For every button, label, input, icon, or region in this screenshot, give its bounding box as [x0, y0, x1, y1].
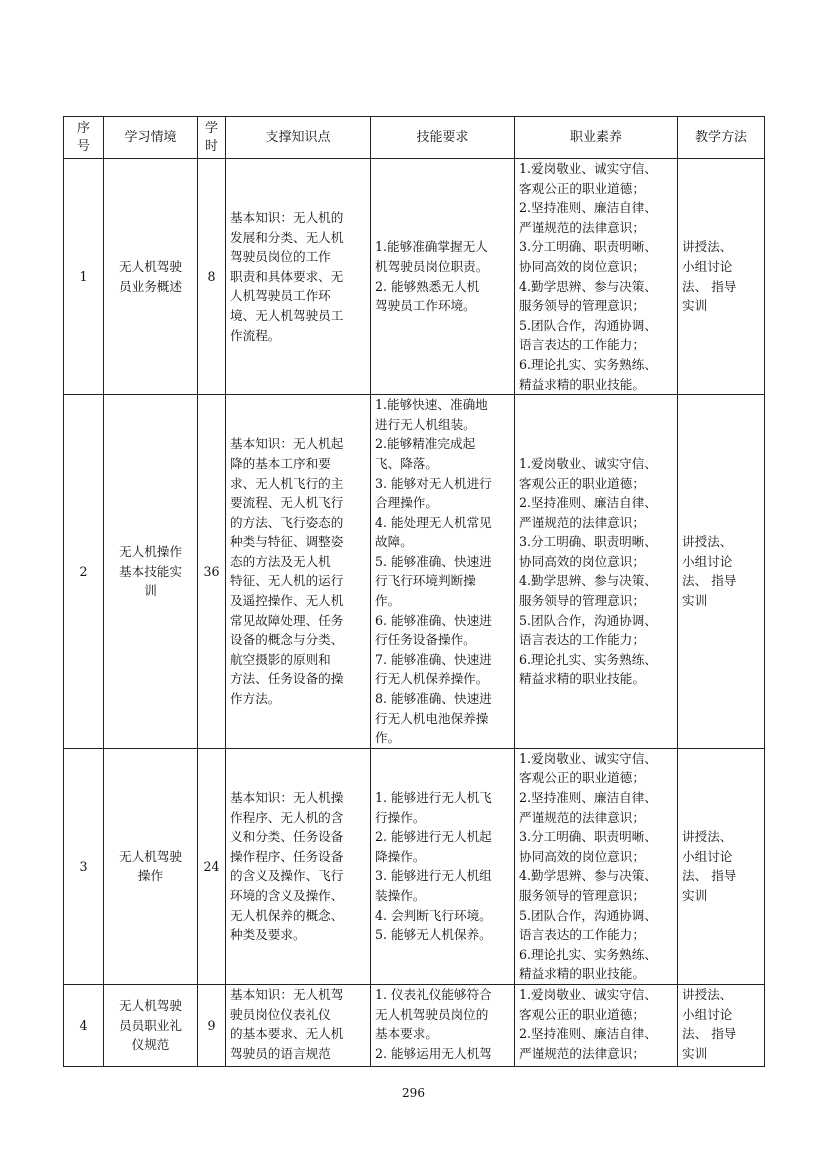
- knowledge-points-line: 基本知识：无人机的: [230, 209, 344, 225]
- professional-quality-line: 5.团队合作，沟通协调、: [519, 907, 657, 923]
- knowledge-points-line: 设备的概念与分类、: [230, 632, 344, 648]
- professional-quality-cell: [515, 159, 678, 395]
- knowledge-points-line: 境、无人机驾驶员工: [230, 307, 344, 323]
- knowledge-points-line: 作方法。: [230, 691, 281, 707]
- learning-situation-cell: [104, 159, 198, 395]
- professional-quality-line: 5.团队合作，沟通协调、: [519, 317, 657, 333]
- learning-situation-cell: [104, 984, 198, 1066]
- professional-quality-line: 1.爱岗敬业、诚实守信、: [519, 455, 657, 471]
- professional-quality-line: 4.勤学思辨、参与决策、: [519, 868, 657, 884]
- skill-requirements-line: 作。: [375, 593, 401, 609]
- skill-requirements-line: 进行无人机组装。: [375, 416, 476, 432]
- teaching-method-line: 小组讨论: [682, 258, 733, 274]
- row-number-cell: 4: [64, 984, 104, 1066]
- learning-situation-cell: [104, 748, 198, 984]
- knowledge-points-line: 义和分类、任务设备: [230, 829, 344, 845]
- skill-requirements-line: 行操作。: [375, 809, 426, 825]
- professional-quality-line: 协同高效的岗位意识；: [519, 848, 645, 864]
- teaching-method-line: 法、 指导: [682, 278, 737, 294]
- skill-requirements-line: 2. 能够运用无人机驾: [375, 1045, 492, 1061]
- header-quality: 职业素养: [515, 117, 678, 159]
- knowledge-points-line: 的方法、飞行姿态的: [230, 514, 344, 530]
- learning-situation-line: 员员职业礼: [119, 1017, 182, 1033]
- skill-requirements-cell: [371, 748, 515, 984]
- skill-requirements-line: 行无人机电池保养操: [375, 710, 489, 726]
- skill-requirements-line: 基本要求。: [375, 1026, 438, 1042]
- skill-requirements-line: 1. 能够进行无人机飞: [375, 790, 492, 805]
- skill-requirements-line: 2. 能够熟悉无人机: [375, 278, 480, 294]
- skill-requirements-line: 7. 能够准确、快速进: [375, 651, 492, 667]
- skill-requirements-line: 8. 能够准确、快速进: [375, 691, 492, 707]
- skill-requirements-line: 3. 能够对无人机进行: [375, 475, 492, 491]
- professional-quality-cell: [515, 395, 678, 749]
- professional-quality-line: 客观公正的职业道德；: [519, 1006, 645, 1022]
- teaching-method-line: 法、 指导: [682, 1026, 737, 1042]
- class-hours-cell: 36: [198, 395, 226, 749]
- knowledge-points-line: 态的方法及无人机: [230, 553, 331, 569]
- professional-quality-line: 客观公正的职业道德；: [519, 180, 645, 196]
- row-number-cell: 1: [64, 159, 104, 395]
- table-row: [64, 395, 765, 749]
- professional-quality-line: 客观公正的职业道德；: [519, 475, 645, 491]
- skill-requirements-line: 行飞行环境判断操: [375, 573, 476, 589]
- skill-requirements-line: 作。: [375, 730, 401, 746]
- teaching-method-line: 小组讨论: [682, 848, 733, 864]
- professional-quality-line: 5.团队合作，沟通协调、: [519, 612, 657, 628]
- knowledge-points-line: 驾驶员的语言规范: [230, 1045, 331, 1061]
- knowledge-points-line: 作流程。: [230, 327, 281, 343]
- learning-situation-line: 基本技能实: [119, 563, 182, 579]
- teaching-method-line: 实训: [682, 887, 708, 903]
- professional-quality-line: 4.勤学思辨、参与决策、: [519, 278, 657, 294]
- professional-quality-line: 服务领导的管理意识；: [519, 887, 645, 903]
- professional-quality-line: 语言表达的工作能力；: [519, 337, 645, 353]
- class-hours-cell: 9: [198, 984, 226, 1066]
- skill-requirements-line: 降操作。: [375, 848, 426, 864]
- learning-situation-line: 操作: [137, 868, 164, 884]
- header-knowledge: 支撑知识点: [226, 117, 371, 159]
- knowledge-points-cell: [226, 395, 371, 749]
- skill-requirements-line: 合理操作。: [375, 495, 438, 511]
- learning-situation-line: 无人机驾驶: [119, 258, 182, 274]
- teaching-method-line: 讲授法、: [682, 986, 733, 1002]
- professional-quality-line: 协同高效的岗位意识；: [519, 553, 645, 569]
- professional-quality-line: 协同高效的岗位意识；: [519, 258, 645, 274]
- professional-quality-cell: [515, 984, 678, 1066]
- professional-quality-line: 2.坚持准则、廉洁自律、: [519, 495, 657, 511]
- knowledge-points-cell: [226, 159, 371, 395]
- teaching-method-cell: [678, 159, 765, 395]
- professional-quality-line: 3.分工明确、职责明晰、: [519, 829, 657, 845]
- professional-quality-line: 6.理论扎实、实务熟练、: [519, 651, 657, 667]
- table-row: [64, 748, 765, 984]
- skill-requirements-line: 飞、降落。: [375, 455, 438, 471]
- knowledge-points-line: 及遥控操作、无人机: [230, 593, 344, 609]
- professional-quality-cell: [515, 748, 678, 984]
- skill-requirements-line: 2. 能够进行无人机起: [375, 829, 492, 845]
- knowledge-points-line: 驶员岗位仪表礼仪: [230, 1006, 331, 1022]
- learning-situation-line: 无人机驾驶: [119, 848, 182, 864]
- skill-requirements-line: 2.能够精准完成起: [375, 436, 476, 452]
- knowledge-points-line: 人机驾驶员工作环: [230, 288, 331, 304]
- teaching-method-line: 法、 指导: [682, 868, 737, 884]
- teaching-method-line: 小组讨论: [682, 553, 733, 569]
- header-method: 教学方法: [678, 117, 765, 159]
- skill-requirements-line: 1.能够快速、准确地: [375, 397, 488, 413]
- professional-quality-line: 6.理论扎实、实务熟练、: [519, 356, 657, 372]
- professional-quality-line: 1.爱岗敬业、诚实守信、: [519, 161, 657, 176]
- knowledge-points-line: 操作程序、任务设备: [230, 848, 344, 864]
- skill-requirements-cell: [371, 159, 515, 395]
- header-row: [64, 117, 765, 159]
- teaching-method-line: 法、 指导: [682, 573, 737, 589]
- knowledge-points-line: 降的基本工序和要: [230, 455, 331, 471]
- knowledge-points-line: 航空摄影的原则和: [230, 651, 331, 667]
- knowledge-points-line: 要流程、无人机飞行: [230, 495, 344, 511]
- header-no: 序 号: [64, 117, 104, 159]
- knowledge-points-line: 无人机保养的概念、: [230, 907, 344, 923]
- professional-quality-line: 严谨规范的法律意识；: [519, 809, 645, 825]
- teaching-method-line: 讲授法、: [682, 534, 733, 550]
- row-number-cell: 2: [64, 395, 104, 749]
- learning-situation-line: 无人机操作: [119, 544, 182, 560]
- knowledge-points-line: 发展和分类、无人机: [230, 229, 344, 245]
- knowledge-points-line: 的基本要求、无人机: [230, 1026, 344, 1042]
- professional-quality-line: 客观公正的职业道德；: [519, 770, 645, 786]
- skill-requirements-line: 装操作。: [375, 887, 426, 903]
- knowledge-points-line: 作程序、无人机的含: [230, 809, 344, 825]
- professional-quality-line: 2.坚持准则、廉洁自律、: [519, 200, 657, 216]
- skill-requirements-cell: [371, 984, 515, 1066]
- knowledge-points-line: 种类及要求。: [230, 927, 306, 943]
- knowledge-points-cell: [226, 984, 371, 1066]
- class-hours-cell: 8: [198, 159, 226, 395]
- knowledge-points-line: 驾驶员岗位的工作: [230, 249, 331, 265]
- knowledge-points-line: 的含义及操作、飞行: [230, 868, 344, 884]
- professional-quality-line: 服务领导的管理意识；: [519, 593, 645, 609]
- skill-requirements-cell: [371, 395, 515, 749]
- teaching-method-line: 实训: [682, 593, 708, 609]
- professional-quality-line: 严谨规范的法律意识；: [519, 1045, 645, 1061]
- table-row: [64, 984, 765, 1066]
- professional-quality-line: 精益求精的职业技能。: [519, 966, 645, 982]
- professional-quality-line: 4.勤学思辨、参与决策、: [519, 573, 657, 589]
- learning-situation-cell: [104, 395, 198, 749]
- knowledge-points-line: 职责和具体要求、无: [230, 268, 344, 284]
- skill-requirements-line: 驾驶员工作环境。: [375, 298, 476, 314]
- teaching-method-line: 实训: [682, 298, 708, 314]
- knowledge-points-line: 求、无人机飞行的主: [230, 475, 344, 491]
- professional-quality-line: 2.坚持准则、廉洁自律、: [519, 1026, 657, 1042]
- curriculum-table: [63, 116, 765, 1067]
- teaching-method-line: 小组讨论: [682, 1006, 733, 1022]
- skill-requirements-line: 5. 能够无人机保养。: [375, 927, 492, 943]
- teaching-method-cell: [678, 984, 765, 1066]
- header-skills: 技能要求: [371, 117, 515, 159]
- skill-requirements-line: 4. 能处理无人机常见: [375, 514, 492, 530]
- professional-quality-line: 1.爱岗敬业、诚实守信、: [519, 986, 657, 1002]
- knowledge-points-line: 种类与特征、调整姿: [230, 534, 344, 550]
- professional-quality-line: 1.爱岗敬业、诚实守信、: [519, 750, 657, 766]
- professional-quality-line: 语言表达的工作能力；: [519, 632, 645, 648]
- teaching-method-line: 讲授法、: [682, 829, 733, 845]
- professional-quality-line: 精益求精的职业技能。: [519, 671, 645, 687]
- skill-requirements-line: 1.能够准确掌握无人: [375, 239, 488, 255]
- knowledge-points-line: 常见故障处理、任务: [230, 612, 344, 628]
- knowledge-points-line: 方法、任务设备的操: [230, 671, 344, 687]
- knowledge-points-line: 基本知识：无人机驾: [230, 986, 344, 1002]
- knowledge-points-cell: [226, 748, 371, 984]
- knowledge-points-line: 环境的含义及操作、: [230, 887, 344, 903]
- professional-quality-line: 语言表达的工作能力；: [519, 927, 645, 943]
- row-number-cell: 3: [64, 748, 104, 984]
- skill-requirements-line: 行任务设备操作。: [375, 632, 476, 648]
- professional-quality-line: 精益求精的职业技能。: [519, 376, 645, 392]
- skill-requirements-line: 行无人机保养操作。: [375, 671, 489, 687]
- learning-situation-line: 仪规范: [131, 1037, 170, 1053]
- skill-requirements-line: 6. 能够准确、快速进: [375, 612, 492, 628]
- skill-requirements-line: 5. 能够准确、快速进: [375, 553, 492, 569]
- table-row: [64, 159, 765, 395]
- knowledge-points-line: 特征、无人机的运行: [230, 573, 344, 589]
- skill-requirements-line: 1. 仪表礼仪能够符合: [375, 986, 492, 1002]
- skill-requirements-line: 机驾驶员岗位职责。: [375, 258, 489, 274]
- page-number: 296: [402, 1086, 425, 1100]
- learning-situation-line: 无人机驾驶: [119, 998, 182, 1014]
- professional-quality-line: 服务领导的管理意识；: [519, 298, 645, 314]
- teaching-method-line: 讲授法、: [682, 239, 733, 255]
- skill-requirements-line: 无人机驾驶员岗位的: [375, 1006, 489, 1022]
- header-hours: 学 时: [198, 117, 226, 159]
- professional-quality-line: 2.坚持准则、廉洁自律、: [519, 790, 657, 805]
- learning-situation-line: 员业务概述: [119, 278, 182, 294]
- professional-quality-line: 严谨规范的法律意识；: [519, 514, 645, 530]
- header-situation: 学习情境: [104, 117, 198, 159]
- skill-requirements-line: 4. 会判断飞行环境。: [375, 907, 492, 923]
- professional-quality-line: 3.分工明确、职责明晰、: [519, 534, 657, 550]
- learning-situation-line: 训: [144, 583, 157, 599]
- professional-quality-line: 6.理论扎实、实务熟练、: [519, 946, 657, 962]
- skill-requirements-line: 故障。: [375, 534, 413, 550]
- teaching-method-cell: [678, 395, 765, 749]
- teaching-method-line: 实训: [682, 1045, 708, 1061]
- professional-quality-line: 3.分工明确、职责明晰、: [519, 239, 657, 255]
- class-hours-cell: 24: [198, 748, 226, 984]
- skill-requirements-line: 3. 能够进行无人机组: [375, 868, 492, 884]
- professional-quality-line: 严谨规范的法律意识；: [519, 219, 645, 235]
- teaching-method-cell: [678, 748, 765, 984]
- knowledge-points-line: 基本知识：无人机起: [230, 436, 344, 452]
- knowledge-points-line: 基本知识：无人机操: [230, 790, 344, 805]
